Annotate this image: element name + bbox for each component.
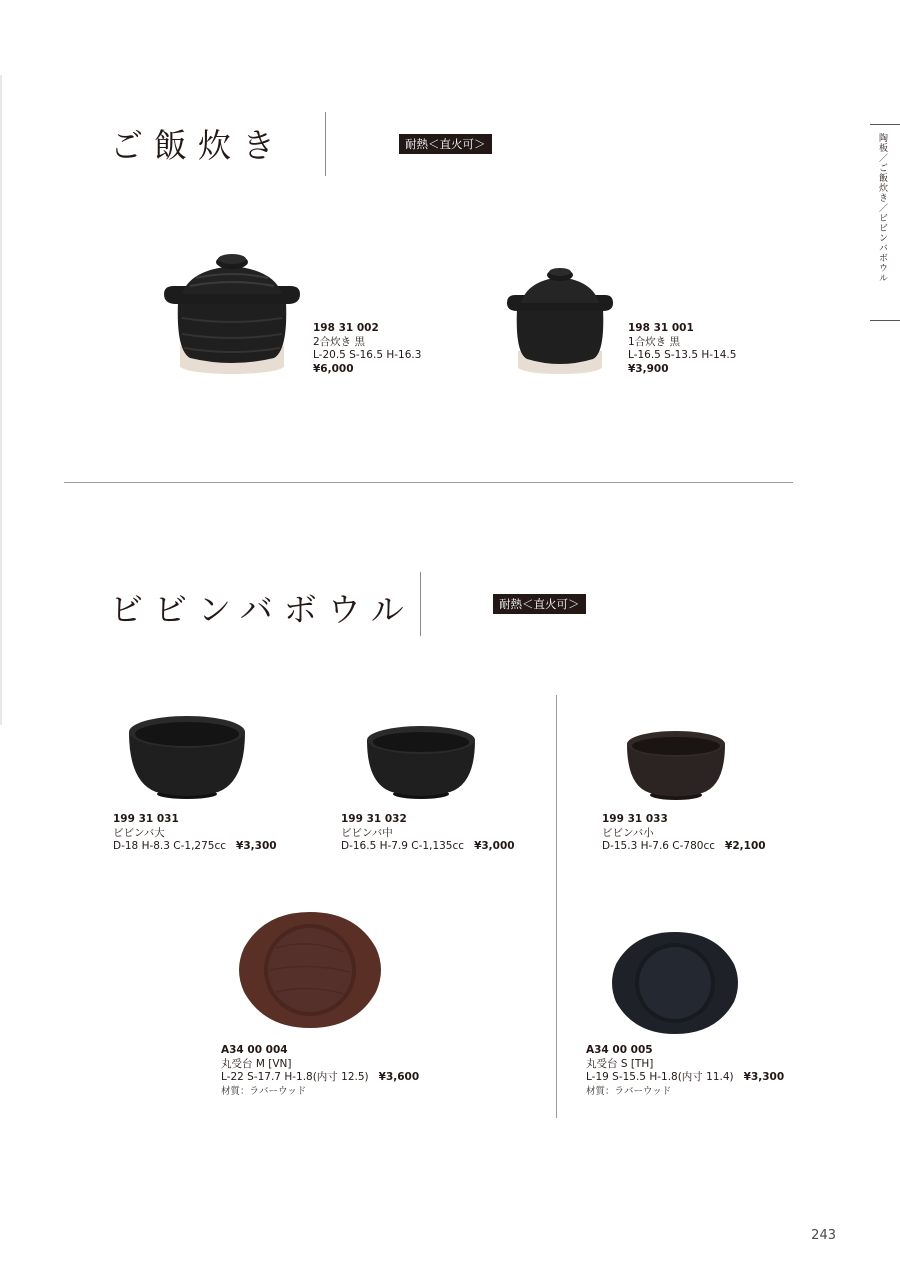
product-material: 材質：ラバーウッド	[221, 1085, 307, 1097]
product-code: A34 00 004	[221, 1044, 288, 1056]
product-name: ビビンバ大	[113, 826, 165, 839]
heat-resistant-badge: 耐熱＜直火可＞	[493, 594, 586, 614]
heat-resistant-badge: 耐熱＜直火可＞	[399, 134, 492, 154]
product-dims: L-22 S-17.7 H-1.8(内寸 12.5)	[221, 1071, 369, 1083]
product-name: ビビンバ中	[341, 826, 393, 839]
product-name: 丸受台 M [VN]	[221, 1057, 292, 1070]
section-title-bibimbap: ビビンバボウル	[110, 590, 415, 629]
rice-pot-1go-image	[503, 265, 618, 377]
product-price: ¥3,300	[743, 1071, 785, 1083]
product-name: 1合炊き 黒	[628, 335, 681, 348]
product-dims: L-16.5 S-13.5 H-14.5	[628, 349, 737, 361]
product-name: ビビンバ小	[602, 826, 654, 839]
side-index-label: 陶板／ご飯炊き／ビビンバボウル	[877, 133, 887, 283]
product-code: A34 00 005	[586, 1044, 653, 1056]
left-margin-rule	[0, 75, 2, 725]
product-info-bowl-small	[602, 813, 766, 854]
section-title-rice-cooker: ご飯炊き	[110, 126, 286, 165]
product-name: 丸受台 S [TH]	[586, 1057, 654, 1070]
product-info-pot-2go	[313, 322, 421, 376]
product-price: ¥3,600	[378, 1071, 420, 1083]
round-stand-s-image	[608, 928, 742, 1038]
product-dims: L-20.5 S-16.5 H-16.3	[313, 349, 422, 361]
product-info-bowl-large	[113, 813, 277, 854]
product-info-bowl-medium	[341, 813, 515, 854]
product-dims: D-18 H-8.3 C-1,275cc	[113, 840, 227, 852]
round-stand-m-image	[236, 908, 384, 1032]
product-info-stand-s	[586, 1044, 784, 1098]
rice-pot-2go-image	[160, 250, 305, 378]
section-title-divider	[325, 112, 326, 176]
product-info-pot-1go	[628, 322, 736, 376]
product-dims: D-15.3 H-7.6 C-780cc	[602, 840, 716, 852]
product-code: 199 31 033	[602, 813, 668, 825]
column-divider	[556, 695, 557, 1118]
product-price: ¥6,000	[313, 362, 354, 375]
page-number: 243	[811, 1228, 836, 1243]
product-name: 2合炊き 黒	[313, 335, 366, 348]
product-material: 材質：ラバーウッド	[586, 1085, 672, 1097]
product-price: ¥2,100	[725, 840, 766, 852]
product-price: ¥3,900	[628, 362, 669, 375]
side-index-tab[interactable]	[870, 124, 900, 321]
product-code: 199 31 032	[341, 813, 407, 825]
product-code: 198 31 002	[313, 322, 379, 334]
product-info-stand-m	[221, 1044, 419, 1098]
product-price: ¥3,000	[474, 840, 515, 852]
bibimbap-bowl-small-image	[624, 728, 728, 802]
product-code: 199 31 031	[113, 813, 179, 825]
product-dims: D-16.5 H-7.9 C-1,135cc	[341, 840, 465, 852]
section-title-divider	[420, 572, 421, 636]
product-dims: L-19 S-15.5 H-1.8(内寸 11.4)	[586, 1071, 734, 1083]
product-price: ¥3,300	[236, 840, 277, 852]
bibimbap-bowl-large-image	[126, 712, 248, 802]
section-divider	[64, 482, 793, 483]
bibimbap-bowl-medium-image	[364, 722, 478, 802]
product-code: 198 31 001	[628, 322, 694, 334]
